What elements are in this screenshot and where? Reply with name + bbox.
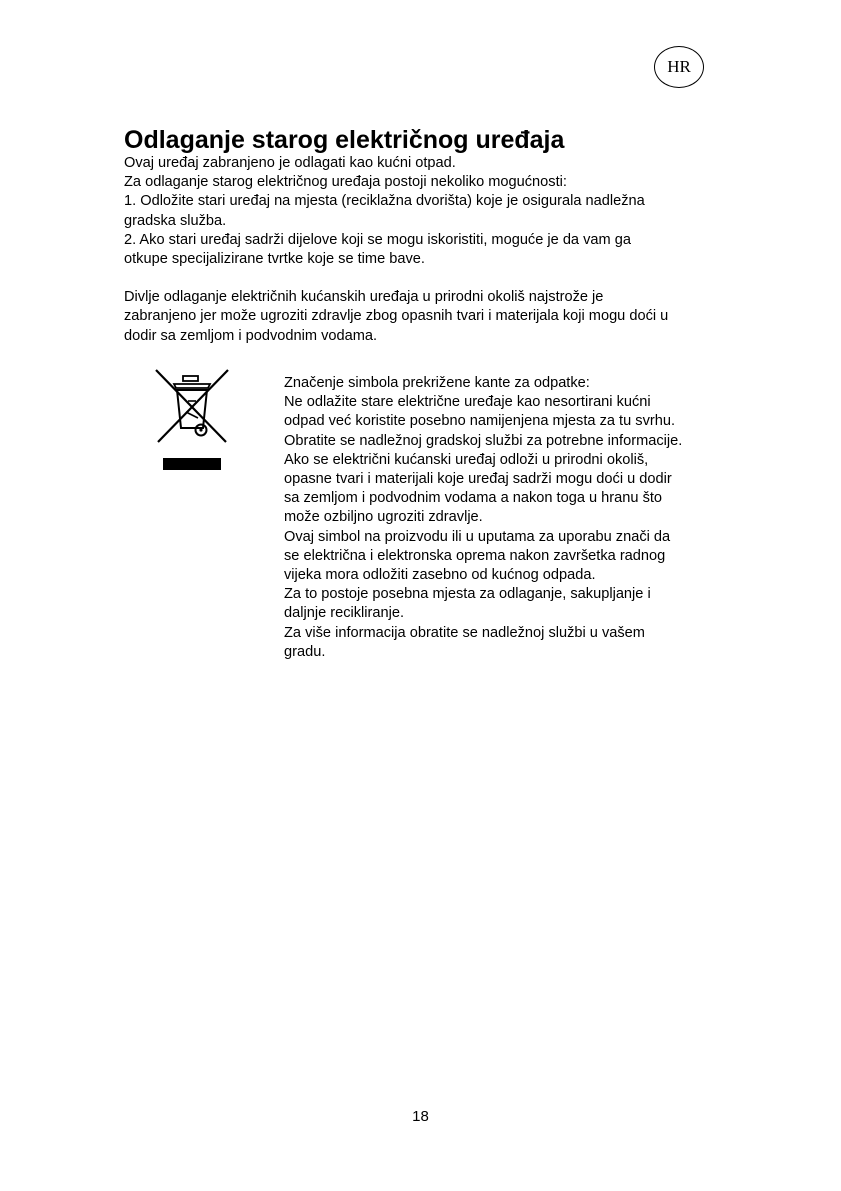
text-line: otkupe specijalizirane tvrtke koje se time bave.: [124, 251, 425, 268]
text-line: odpad već koristite posebno namijenjena mjesta za tu svrhu.: [284, 413, 676, 430]
intro-section: [124, 154, 714, 346]
text-line: gradska služba.: [124, 212, 227, 229]
text-line: Obratite se nadležnoj gradskoj službi za potrebne informacije.: [284, 432, 683, 449]
warning-line: zabranjeno jer može ugroziti zdravlje zbog opasnih tvari i materijala koji mogu doći u: [124, 308, 669, 325]
text-line: vijeka mora odložiti zasebno od kućnog odpada.: [284, 567, 596, 584]
text-line: sa zemljom i podvodnim vodama a nakon toga u hranu što: [284, 490, 663, 507]
text-line: Značenje simbola prekrižene kante za odpatke:: [284, 375, 590, 391]
warning-line: dodir sa zemljom i podvodnim vodama.: [124, 327, 378, 344]
text-line: Ovaj uređaj zabranjeno je odlagati kao kućni otpad.: [124, 155, 456, 171]
page-title: Odlaganje starog električnog uređaja: [124, 126, 565, 154]
text-line: Ovaj simbol na proizvodu ili u uputama za uporabu znači da: [284, 528, 671, 545]
text-line: može ozbiljno ugroziti zdravlje.: [284, 509, 483, 526]
text-line: Ne odlažite stare električne uređaje kao nesortirani kućni: [284, 394, 651, 411]
text-line: 2. Ako stari uređaj sadrži dijelove koji se mogu iskoristiti, moguće je da vam ga: [124, 231, 631, 248]
text-line: gradu.: [284, 643, 326, 660]
text-line: 1. Odložite stari uređaj na mjesta (reciklažna dvorišta) koje je osigurala nadležna: [124, 193, 645, 210]
page-number: 18: [412, 1108, 429, 1125]
text-line: Ako se električni kućanski uređaj odloži u prirodni okoliš,: [284, 451, 649, 468]
warning-line: Divlje odlaganje električnih kućanskih uređaja u prirodni okoliš najstrože je: [124, 289, 604, 306]
text-line: se električna i elektronska oprema nakon završetka radnog: [284, 547, 666, 564]
text-line: opasne tvari i materijali koje uređaj sadrži mogu doći u dodir: [284, 471, 672, 488]
crossed-out-wheelie-bin-icon: [150, 366, 234, 481]
text-line: daljnje recikliranje.: [284, 605, 405, 622]
text-line: Za to postoje posebna mjesta za odlaganje, sakupljanje i: [284, 586, 651, 603]
text-line: Za odlaganje starog električnog uređaja postoji nekoliko mogućnosti:: [124, 174, 567, 191]
text-line: Za više informacija obratite se nadležnoj službi u vašem: [284, 624, 645, 641]
symbol-explanation: [284, 374, 714, 662]
language-code: HR: [667, 57, 691, 76]
language-badge: [654, 46, 704, 88]
